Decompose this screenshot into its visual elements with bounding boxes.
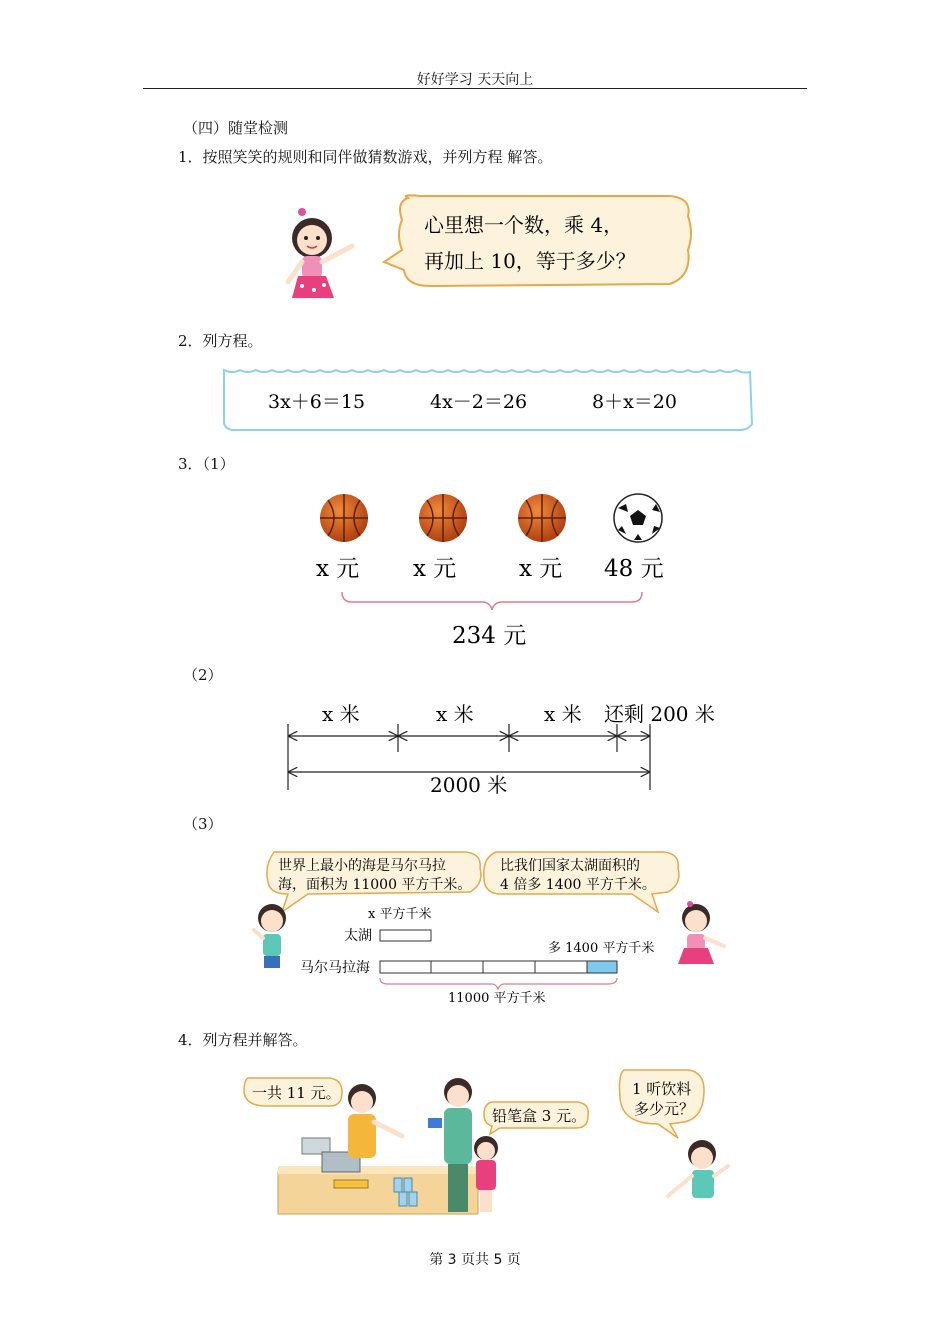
segment-label-3: x 米 bbox=[544, 702, 582, 726]
taihu-unit: x 平方千米 bbox=[368, 907, 432, 922]
taihu-bar bbox=[380, 930, 431, 941]
girl-figure-icon bbox=[288, 208, 352, 298]
bubble-line-2: 再加上 10，等于多少？ bbox=[424, 249, 636, 273]
question-3-part2-label: （2） bbox=[183, 666, 223, 684]
q1-illustration bbox=[280, 190, 700, 310]
section-title: （四）随堂检测 bbox=[183, 119, 289, 137]
shopkeeper-figure-icon bbox=[348, 1084, 402, 1158]
marmara-label: 马尔马拉海 bbox=[300, 960, 370, 976]
total-length: 2000 米 bbox=[430, 773, 508, 796]
header-rule bbox=[143, 88, 807, 89]
basketball-icon bbox=[518, 494, 566, 542]
equation-1: 3x＋6＝15 bbox=[268, 391, 366, 413]
balls-diagram bbox=[300, 488, 690, 658]
ball-price-2: x 元 bbox=[413, 556, 457, 582]
basketball-icon bbox=[419, 494, 467, 542]
girl-figure-icon bbox=[678, 901, 724, 964]
bubble-left-line-1: 世界上最小的海是马尔马拉 bbox=[278, 858, 446, 874]
bubble-pencil-text: 铅笔盒 3 元。 bbox=[492, 1107, 587, 1125]
question-3-label: 3．（1） bbox=[178, 455, 235, 473]
question-4-label: 4．列方程并解答。 bbox=[178, 1031, 308, 1049]
question-1-label: 1．按照笑笑的规则和同伴做猜数游戏，并列方程 解答。 bbox=[178, 148, 553, 166]
ball-price-1: x 元 bbox=[316, 556, 360, 582]
segment-label-1: x 米 bbox=[322, 702, 360, 726]
bubble-left-line-2: 海，面积为 11000 平方千米。 bbox=[278, 877, 472, 893]
extra-area-label: 多 1400 平方千米 bbox=[548, 941, 655, 956]
line-segment-diagram bbox=[280, 696, 720, 796]
page-header: 好好学习 天天向上 bbox=[416, 72, 534, 88]
segment-label-remaining: 还剩 200 米 bbox=[604, 702, 715, 726]
marmara-brace bbox=[380, 978, 617, 989]
marmara-bar bbox=[380, 961, 617, 973]
bubble-right-line-1: 比我们国家太湖面积的 bbox=[500, 858, 640, 874]
equation-3: 8＋x＝20 bbox=[592, 391, 677, 413]
bubble-right-line-2: 4 倍多 1400 平方千米。 bbox=[500, 877, 656, 893]
total-brace bbox=[342, 592, 642, 610]
question-2-label: 2．列方程。 bbox=[178, 332, 263, 350]
pencil-box-icon bbox=[334, 1180, 368, 1188]
basketball-icon bbox=[320, 494, 368, 542]
boy-figure-icon bbox=[254, 904, 286, 968]
boy-figure-icon bbox=[668, 1140, 728, 1198]
lake-sea-diagram bbox=[248, 846, 738, 1010]
bubble-line-1: 心里想一个数，乘 4， bbox=[424, 213, 624, 237]
ball-price-4: 48 元 bbox=[604, 556, 664, 582]
bubble-total-text: 一共 11 元。 bbox=[252, 1084, 341, 1102]
marmara-total: 11000 平方千米 bbox=[448, 991, 546, 1006]
bubble-question-line-1: 1 听饮料 bbox=[632, 1080, 692, 1098]
equation-frame bbox=[218, 364, 758, 436]
soccer-ball-icon bbox=[614, 494, 662, 542]
question-3-part3-label: （3） bbox=[183, 815, 223, 833]
equation-2: 4x－2＝26 bbox=[430, 391, 528, 413]
shop-scene bbox=[238, 1062, 738, 1222]
total-price: 234 元 bbox=[452, 623, 527, 649]
ball-price-3: x 元 bbox=[519, 556, 563, 582]
bubble-question-line-2: 多少元？ bbox=[634, 1100, 695, 1118]
segment-label-2: x 米 bbox=[436, 702, 474, 726]
page-footer: 第 3 页共 5 页 bbox=[429, 1252, 521, 1268]
taihu-label: 太湖 bbox=[344, 928, 372, 944]
